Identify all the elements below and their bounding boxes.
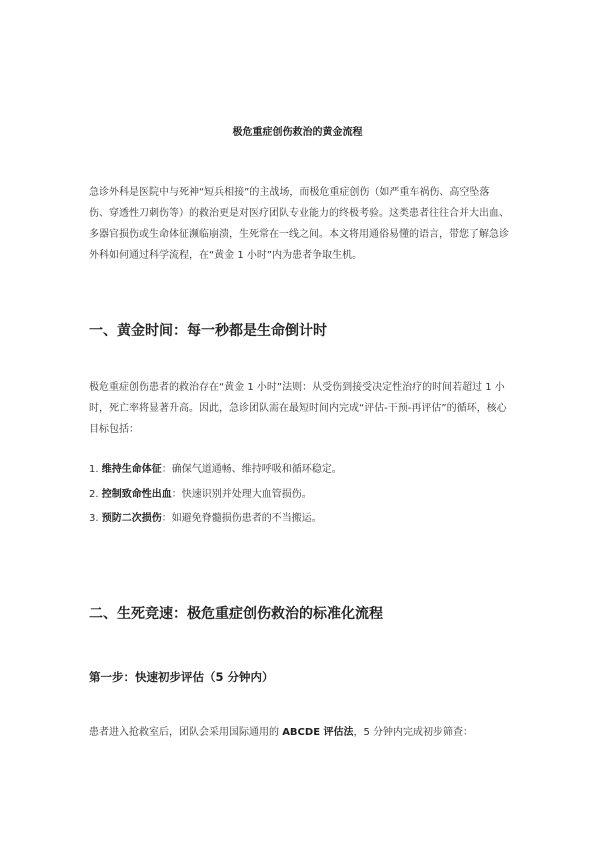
step1-heading: 第一步：快速初步评估（5 分钟内） xyxy=(89,670,274,684)
list-item xyxy=(89,507,509,532)
section2-heading: 二、生死竞速：极危重症创伤救治的标准化流程 xyxy=(89,606,383,622)
section1-paragraph: 极危重症创伤患者的救治存在“黄金 1 小时”法则：从受伤到接受决定性治疗的时间若超过 1 小时，死亡率将显著升高。因此，急诊团队需在最短时间内完成“评估-干预-再评估”的循环，核心目标包括： xyxy=(89,382,507,435)
list-item xyxy=(89,483,509,508)
step1-text-after: ，5 分钟内完成初步筛查： xyxy=(353,727,474,738)
list-item-text: ：快速识别并处理大血管损伤。 xyxy=(171,488,312,500)
list-item-text: ：如避免脊髓损伤患者的不当搬运。 xyxy=(161,513,322,524)
intro-paragraph: 急诊外科是医院中与死神“短兵相接”的主战场，而极危重症创伤（如严重车祸伤、高空坠落伤、穿透性刀刺伤等）的救治更是对医疗团队专业能力的终极考验。这类患者往往合并大出血、多器官损伤或生命体征濒临崩溃，生死常在一线之间。本文将用通俗易懂的语言，带您了解急诊外科如何通过科学流程，在“黄金 1 小时”内为患者争取生机。 xyxy=(89,187,509,261)
list-item xyxy=(89,458,509,483)
core-goals-list xyxy=(89,458,509,532)
document-title: 极危重症创伤救治的黄金流程 xyxy=(232,127,363,138)
list-item-term: 预防二次损伤 xyxy=(101,513,162,524)
step1-text-before: 患者进入抢救室后，团队会采用国际通用的 xyxy=(89,727,283,738)
list-item-number: 1. xyxy=(89,464,99,475)
list-item-number: 3. xyxy=(89,513,99,524)
step1-paragraph xyxy=(89,722,509,743)
list-item-text: ：确保气道通畅、维持呼吸和循环稳定。 xyxy=(161,464,342,475)
list-item-term: 维持生命体征 xyxy=(101,464,162,475)
section1-heading: 一、黄金时间：每一秒都是生命倒计时 xyxy=(89,323,327,339)
list-item-number: 2. xyxy=(89,488,99,500)
abcde-method-term: ABCDE 评估法 xyxy=(282,727,354,738)
list-item-term: 控制致命性出血 xyxy=(101,488,172,500)
